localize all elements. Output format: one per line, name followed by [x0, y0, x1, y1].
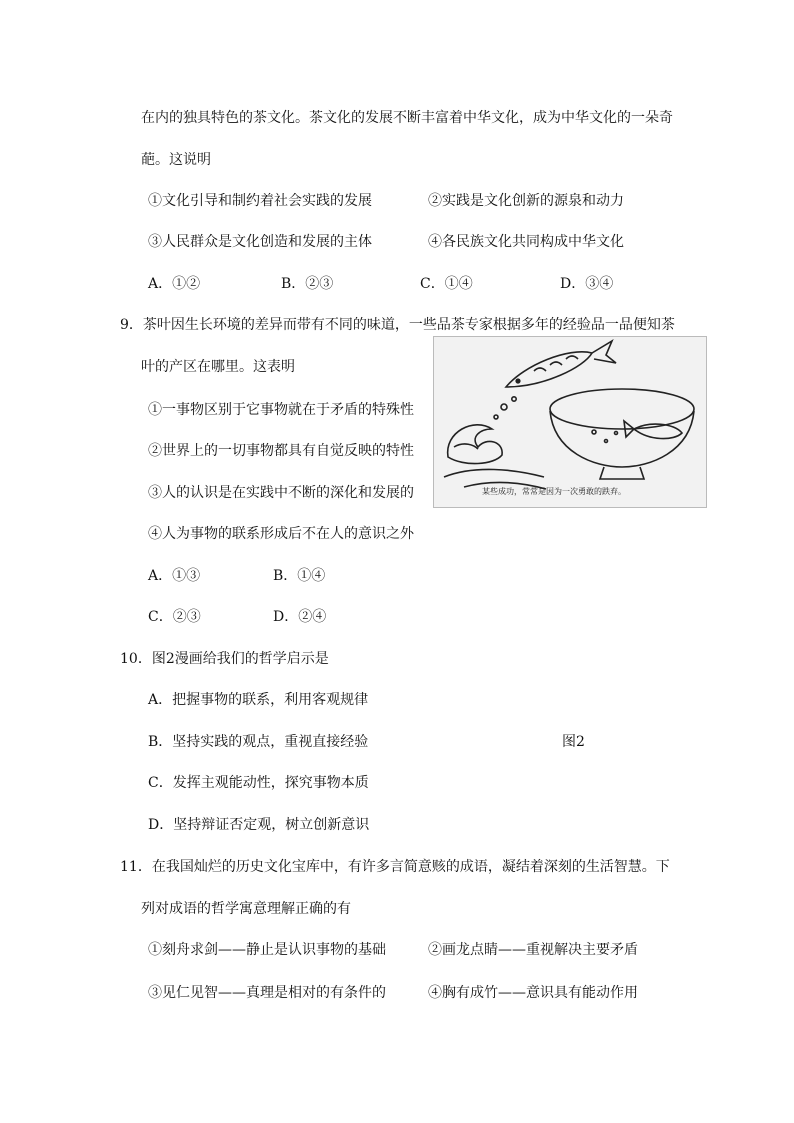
q9-choice-b: B．①④ [273, 568, 326, 584]
q9-option-2: ②世界上的一切事物都具有自觉反映的特性 [148, 443, 414, 459]
q11-stem-line2: 列对成语的哲学寓意理解正确的有 [141, 901, 351, 917]
q8-option-1: ①文化引导和制约着社会实践的发展 [148, 193, 372, 209]
q8-stem-line1: 在内的独具特色的茶文化。茶文化的发展不断丰富着中华文化，成为中华文化的一朵奇 [141, 110, 673, 126]
figure-caption: 某些成功，常常是因为一次勇敢的跌弃。 [482, 487, 626, 496]
q10-choice-c: C．发挥主观能动性，探究事物本质 [148, 775, 369, 791]
q9-choice-c: C．②③ [148, 609, 201, 625]
q8-choice-b: B．②③ [281, 276, 334, 292]
q11-option-3: ③见仁见智——真理是相对的有条件的 [148, 985, 386, 1001]
q8-option-4: ④各民族文化共同构成中华文化 [428, 234, 624, 250]
q10-choice-d: D．坚持辩证否定观，树立创新意识 [148, 817, 370, 833]
q8-option-3: ③人民群众是文化创造和发展的主体 [148, 234, 372, 250]
q10-choice-b: B．坚持实践的观点，重视直接经验 [148, 734, 369, 750]
q8-stem-line2: 葩。这说明 [141, 152, 211, 168]
figure-label: 图2 [562, 734, 585, 750]
q9-stem-line2: 叶的产区在哪里。这表明 [141, 359, 295, 375]
q8-choice-d: D．③④ [560, 276, 614, 292]
cartoon-figure [433, 336, 707, 508]
q8-option-2: ②实践是文化创新的源泉和动力 [428, 193, 624, 209]
q8-choice-a: A．①② [148, 276, 201, 292]
q8-choice-c: C．①④ [420, 276, 473, 292]
q9-option-3: ③人的认识是在实践中不断的深化和发展的 [148, 485, 414, 501]
q9-option-4: ④人为事物的联系形成后不在人的意识之外 [148, 526, 414, 542]
q11-option-1: ①刻舟求剑——静止是认识事物的基础 [148, 942, 386, 958]
q11-stem-line1: 11．在我国灿烂的历史文化宝库中，有许多言简意赅的成语，凝结着深刻的生活智慧。下 [120, 859, 670, 875]
q9-stem-line1: 9．茶叶因生长环境的差异而带有不同的味道，一些品茶专家根据多年的经验品一品便知茶 [120, 317, 675, 333]
q10-choice-a: A．把握事物的联系，利用客观规律 [148, 692, 369, 708]
q9-choice-d: D．②④ [273, 609, 327, 625]
q10-stem: 10．图2漫画给我们的哲学启示是 [120, 651, 329, 667]
q11-option-2: ②画龙点睛——重视解决主要矛盾 [428, 942, 638, 958]
fish-bowl-illustration [434, 337, 706, 507]
q9-choice-a: A．①③ [148, 568, 201, 584]
q11-option-4: ④胸有成竹——意识具有能动作用 [428, 985, 638, 1001]
q9-option-1: ①一事物区别于它事物就在于矛盾的特殊性 [148, 402, 414, 418]
